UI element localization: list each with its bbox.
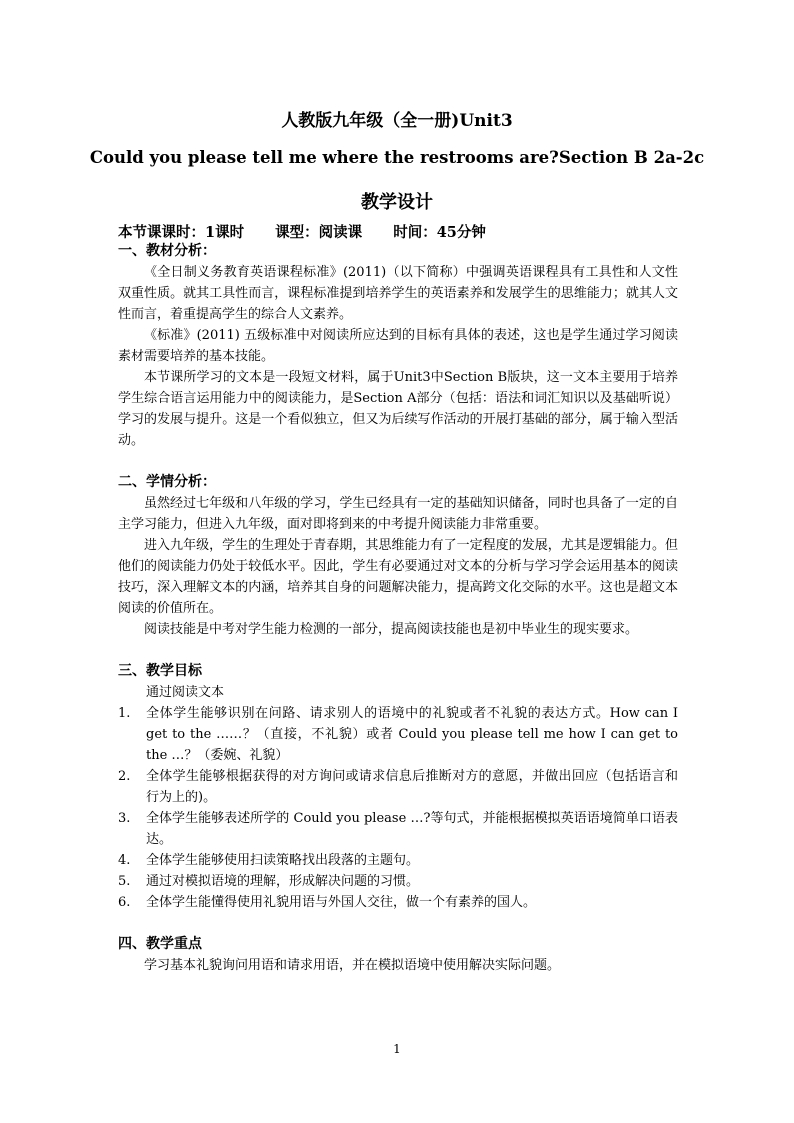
objective-item [118,766,678,808]
paragraph: 进入九年级，学生的生理处于青春期，其思维能力有了一定程度的发展，尤其是逻辑能力。但他们的阅读能力仍处于较低水平。因此，学生有必要通过对文本的分析与学习学会运用基本的阅读技巧，深入理解文本的内涵，培养其自身的问题解决能力，提高跨文化交际的水平。这也是超文本阅读的价值所在。 [118,538,678,616]
objective-text: 全体学生能够根据获得的对方询问或请求信息后推断对方的意愿，并做出回应（包括语言和行为上的)。 [146,769,678,805]
objective-text: 全体学生能够表述所学的 Could you please …?等句式，并能根据模拟英语语境简单口语表达。 [146,811,678,847]
objective-text: 全体学生能够识别在问路、请求别人的语境中的礼貌或者不礼貌的表达方式。How can I get to the ……？（直接，不礼貌）或者 Could you please tell me how I can get to the …？（委婉、礼貌） [146,706,678,763]
objective-number: 4. [118,853,131,868]
section-heading-key-points: 四、教学重点 [118,936,202,952]
objective-number: 6. [118,895,131,910]
document-title: 人教版九年级（全一册)Unit3 [281,111,513,131]
paragraph: 学习基本礼貌询问用语和请求用语，并在模拟语境中使用解决实际问题。 [144,958,561,973]
objective-number: 5. [118,874,131,889]
section-heading-objectives: 三、教学目标 [118,663,202,679]
objective-item [118,892,678,913]
paragraph: 《标准》(2011) 五级标准中对阅读所应达到的目标有具体的表述，这也是学生通过学习阅读素材需要培养的基本技能。 [118,328,678,364]
objective-text: 全体学生能懂得使用礼貌用语与外国人交往，做一个有素养的国人。 [146,895,537,910]
objective-text: 通过对模拟语境的理解，形成解决问题的习惯。 [146,874,420,889]
section-heading-material: 一、教材分析： [118,243,216,259]
document-subtitle: Could you please tell me where the restrooms are?Section B 2a-2c [89,148,705,167]
paragraph: 本节课所学习的文本是一段短文材料，属于Unit3中Section B版块，这一文本主要用于培养学生综合语言运用能力中的阅读能力，是Section A部分（包括：语法和词汇知识以及基础听说）学习的发展与提升。这是一个看似独立，但又为后续写作活动的开展打基础的部分，属于输入型活动。 [118,370,678,448]
objective-item [118,808,678,850]
objective-number: 3. [118,811,131,826]
document-body [118,241,678,976]
section-heading-students: 二、学情分析： [118,474,216,490]
paragraph: 虽然经过七年级和八年级的学习，学生已经具有一定的基础知识储备，同时也具备了一定的自主学习能力，但进入九年级，面对即将到来的中考提升阅读能力非常重要。 [118,496,678,532]
lesson-time: 时间：45分钟 [393,224,486,241]
objective-item [118,850,678,871]
objective-item [118,703,678,766]
lesson-hours: 本节课课时：1课时 [118,224,245,241]
objective-number: 1. [118,706,131,721]
objective-number: 2. [118,769,131,784]
paragraph: 《全日制义务教育英语课程标准》(2011)（以下简称）中强调英语课程具有工具性和人文性双重性质。就其工具性而言，课程标准提到培养学生的英语素养和发展学生的思维能力；就其人文性而言，着重提高学生的综合人文素养。 [118,265,678,322]
lesson-type: 课型：阅读课 [275,224,363,241]
document-heading: 教学设计 [361,192,433,213]
objective-text: 全体学生能够使用扫读策略找出段落的主题句。 [146,853,420,868]
objective-item [118,871,678,892]
lesson-meta [118,221,512,242]
page-number: 1 [393,1042,401,1056]
paragraph: 阅读技能是中考对学生能力检测的一部分，提高阅读技能也是初中毕业生的现实要求。 [144,622,639,637]
objectives-intro: 通过阅读文本 [146,685,225,700]
